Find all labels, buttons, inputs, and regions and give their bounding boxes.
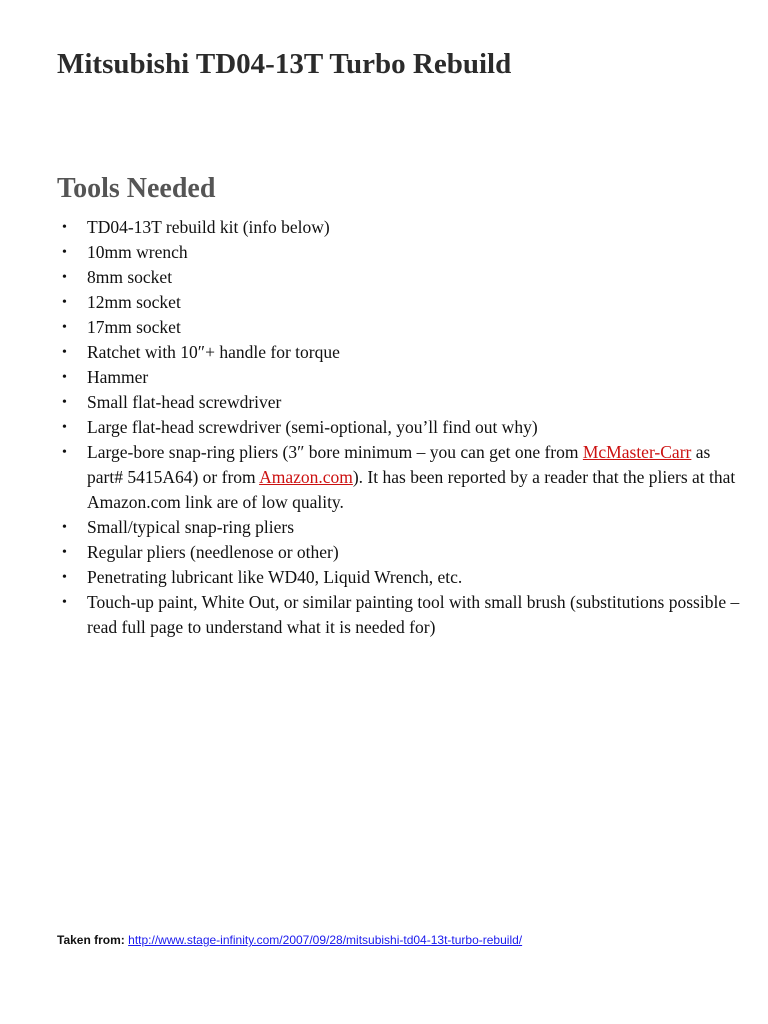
list-item: • 10mm wrench: [87, 240, 747, 265]
list-item-text: as part# 5415A64) or from: [87, 442, 711, 487]
list-item: • 8mm socket: [87, 265, 747, 290]
list-item: • TD04-13T rebuild kit (info below): [87, 215, 747, 240]
list-item: • Touch-up paint, White Out, or similar painting tool with small brush (substitutions possible – read full page to understand what it is needed for): [87, 590, 747, 640]
list-item-snap-ring-pliers: [87, 440, 747, 515]
list-item: • Ratchet with 10″+ handle for torque: [87, 340, 747, 365]
tools-list: [87, 215, 747, 640]
list-item: • Small flat-head screwdriver: [87, 390, 747, 415]
list-item-text: Large-bore snap-ring pliers (3″ bore minimum – you can get one from: [87, 442, 583, 462]
list-item: • Small/typical snap-ring pliers: [87, 515, 747, 540]
list-item: • Regular pliers (needlenose or other): [87, 540, 747, 565]
list-item: • Hammer: [87, 365, 747, 390]
list-item: • Penetrating lubricant like WD40, Liquid Wrench, etc.: [87, 565, 747, 590]
source-label: Taken from:: [57, 933, 125, 947]
amazon-link[interactable]: Amazon.com: [259, 467, 353, 487]
source-attribution: [57, 932, 522, 948]
list-item: • 12mm socket: [87, 290, 747, 315]
list-item: • 17mm socket: [87, 315, 747, 340]
list-item: • Large flat-head screwdriver (semi-optional, you’ll find out why): [87, 415, 747, 440]
mcmaster-carr-link[interactable]: McMaster-Carr: [582, 442, 692, 462]
section-heading-tools-needed: Tools Needed: [57, 173, 216, 204]
list-item-text: ). It has been reported by a reader that the pliers at that Amazon.com link are of low quality.: [87, 467, 736, 512]
page-title: Mitsubishi TD04-13T Turbo Rebuild: [57, 48, 512, 80]
source-url-link[interactable]: http://www.stage-infinity.com/2007/09/28/mitsubishi-td04-13t-turbo-rebuild/: [128, 933, 523, 947]
